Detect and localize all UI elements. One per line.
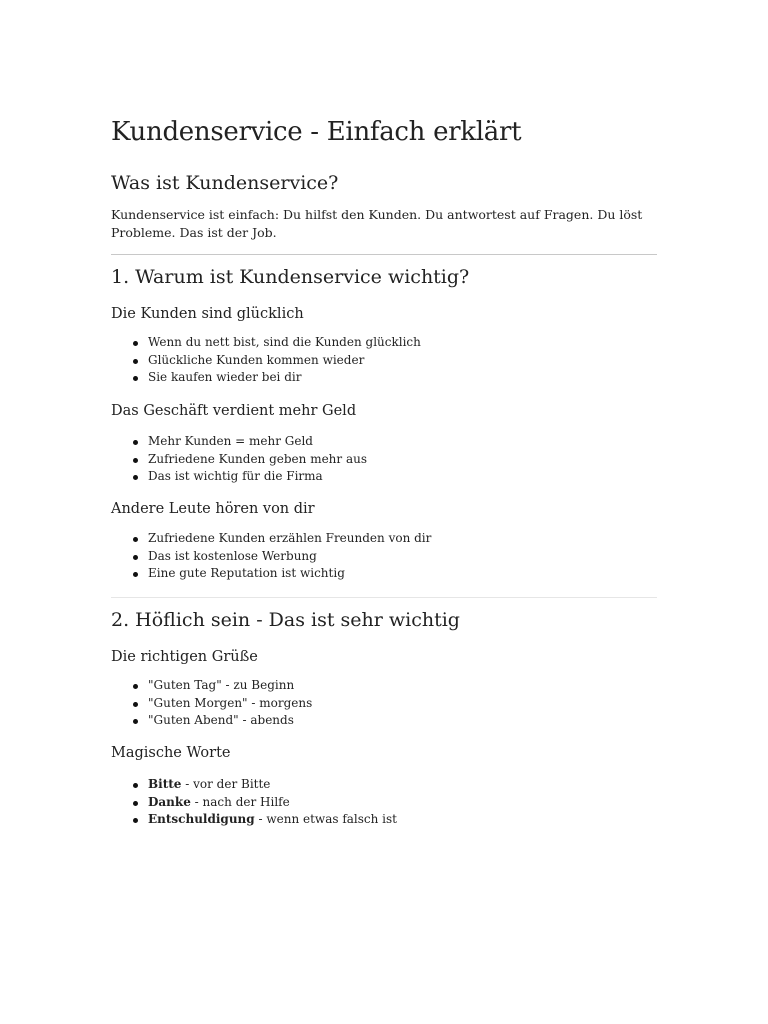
list-item: Glückliche Kunden kommen wieder [111,352,421,370]
list-item: "Guten Morgen" - morgens [111,695,312,713]
list-item: Eine gute Reputation ist wichtig [111,565,431,583]
list-item: Das ist wichtig für die Firma [111,468,367,486]
term-bold: Danke [148,794,191,809]
list-item: "Guten Abend" - abends [111,712,312,730]
list-item: Zufriedene Kunden geben mehr aus [111,451,367,469]
document-title: Kundenservice - Einfach erklärt [111,117,522,147]
section-1-list-2 [111,433,367,486]
section-1-list-3 [111,530,431,583]
section-1-subheading-3: Andere Leute hören von dir [111,501,315,517]
section-1-subheading-2: Das Geschäft verdient mehr Geld [111,403,357,419]
section-2-list-2 [111,776,397,829]
list-item: "Guten Tag" - zu Beginn [111,677,312,695]
intro-paragraph [111,206,657,241]
list-item: Zufriedene Kunden erzählen Freunden von dir [111,530,431,548]
list-item: Wenn du nett bist, sind die Kunden glücklich [111,334,421,352]
section-1-subheading-1: Die Kunden sind glücklich [111,306,304,322]
list-item: Das ist kostenlose Werbung [111,548,431,566]
section-1-list-1 [111,334,421,387]
section-2-subheading-2: Magische Worte [111,745,231,761]
term-bold: Entschuldigung [148,812,255,826]
section-2-list-1 [111,677,312,730]
term-description: - vor der Bitte [181,777,271,791]
section-divider [111,254,657,255]
intro-text-line-2: Probleme. Das ist der Job. [111,224,277,240]
section-2-subheading-1: Die richtigen Grüße [111,649,258,665]
section-1-heading: 1. Warum ist Kundenservice wichtig? [111,266,470,288]
section-divider [111,597,657,598]
list-item: Mehr Kunden = mehr Geld [111,433,367,451]
list-item [111,776,397,794]
term-description: - wenn etwas falsch ist [254,812,397,826]
list-item: Sie kaufen wieder bei dir [111,369,421,387]
list-item [111,794,397,812]
list-item [111,811,397,829]
section-2-heading: 2. Höflich sein - Das ist sehr wichtig [111,609,460,631]
intro-text-line-1: Kundenservice ist einfach: Du hilfst den Kunden. Du antwortest auf Fragen. Du löst [111,207,643,222]
term-bold: Bitte [148,777,182,791]
term-description: - nach der Hilfe [190,794,290,809]
intro-heading: Was ist Kundenservice? [111,172,339,194]
